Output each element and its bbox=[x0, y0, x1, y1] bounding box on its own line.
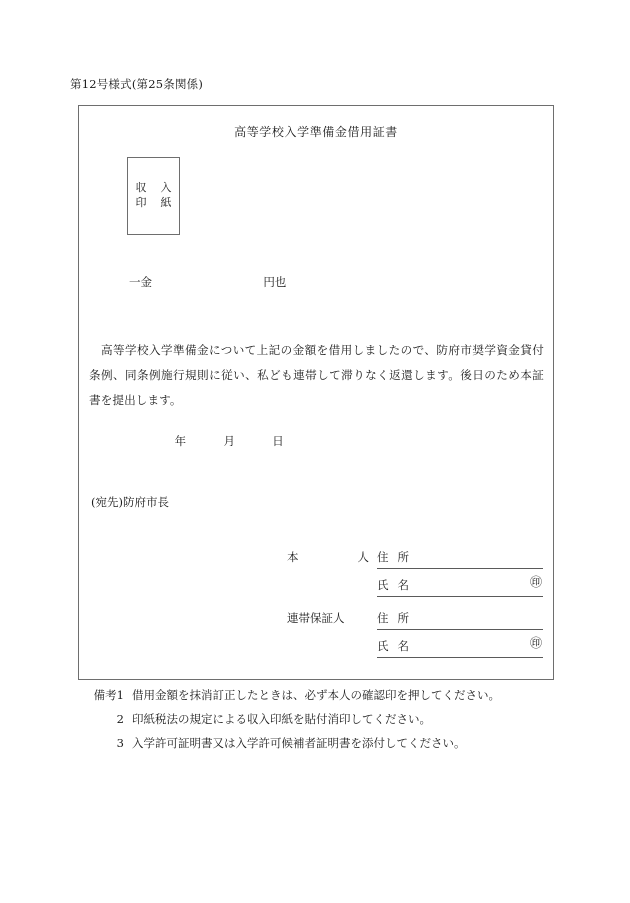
remark-tag: 3 bbox=[116, 736, 124, 750]
remark-item bbox=[84, 687, 554, 711]
certificate-frame bbox=[78, 105, 554, 680]
document-title: 高等学校入学準備金借用証書 bbox=[234, 125, 398, 139]
amount-suffix-label: 円也 bbox=[263, 275, 287, 289]
remark-tag: 2 bbox=[116, 712, 124, 726]
party-char-nin: 人 bbox=[357, 550, 369, 564]
revenue-stamp-char-shu: 収 bbox=[135, 181, 147, 194]
name-char-shi: 氏 bbox=[377, 639, 389, 653]
seal-icon: ㊞ bbox=[529, 636, 542, 650]
borrower-name-line[interactable] bbox=[377, 574, 543, 597]
guarantor-address-line[interactable] bbox=[377, 607, 543, 630]
name-char-shi: 氏 bbox=[377, 578, 389, 592]
revenue-stamp-char-nyu: 入 bbox=[160, 181, 172, 194]
seal-icon: ㊞ bbox=[529, 575, 542, 589]
form-number-heading: 第12号様式(第25条関係) bbox=[70, 77, 204, 91]
guarantor-address-label bbox=[377, 610, 409, 626]
amount-prefix-label: 一金 bbox=[129, 275, 152, 289]
address-char-ju: 住 bbox=[377, 611, 389, 625]
signature-party-label-guarantor: 連帯保証人 bbox=[287, 611, 345, 625]
date-row bbox=[141, 433, 284, 449]
date-month-label: 月 bbox=[223, 434, 235, 448]
remark-tag: 備考1 bbox=[93, 688, 124, 702]
revenue-stamp-line-2 bbox=[128, 195, 179, 210]
guarantor-name-label bbox=[377, 638, 409, 654]
guarantor-name-line[interactable] bbox=[377, 635, 543, 658]
revenue-stamp-line-1 bbox=[128, 180, 179, 195]
address-char-ju: 住 bbox=[377, 550, 389, 564]
revenue-stamp-char-in: 印 bbox=[135, 196, 147, 209]
borrower-name-label bbox=[377, 577, 409, 593]
borrower-address-line[interactable] bbox=[377, 546, 543, 569]
recipient-line: (宛先)防府市長 bbox=[91, 495, 169, 509]
borrower-address-label bbox=[377, 549, 409, 565]
name-char-mei: 名 bbox=[397, 578, 409, 592]
remark-text: 入学許可証明書又は入学許可候補者証明書を添付してください。 bbox=[132, 736, 466, 750]
revenue-stamp-box bbox=[127, 157, 180, 235]
remark-item bbox=[84, 735, 554, 759]
remark-text: 借用金額を抹消訂正したときは、必ず本人の確認印を押してください。 bbox=[132, 688, 500, 702]
party-char-hon: 本 bbox=[287, 550, 299, 564]
body-paragraph: 高等学校入学準備金について上記の金額を借用しましたので、防府市奨学資金貸付条例、同条例施行規則に従い、私ども連帯して滞りなく返還します。後日のため本証書を提出します。 bbox=[89, 343, 544, 407]
name-char-mei: 名 bbox=[397, 639, 409, 653]
remark-text: 印紙税法の規定による収入印紙を貼付消印してください。 bbox=[132, 712, 431, 726]
revenue-stamp-char-shi: 紙 bbox=[160, 196, 172, 209]
signature-party-label-borrower bbox=[287, 549, 369, 565]
date-year-label: 年 bbox=[174, 434, 187, 448]
signature-fields-guarantor bbox=[377, 607, 543, 658]
address-char-sho: 所 bbox=[397, 550, 409, 564]
address-char-sho: 所 bbox=[397, 611, 409, 625]
remark-item bbox=[84, 711, 554, 735]
signature-fields-borrower bbox=[377, 546, 543, 597]
date-day-label: 日 bbox=[272, 434, 284, 448]
revenue-stamp-label bbox=[128, 180, 179, 210]
amount-row bbox=[129, 274, 286, 290]
remarks-section bbox=[84, 687, 554, 759]
